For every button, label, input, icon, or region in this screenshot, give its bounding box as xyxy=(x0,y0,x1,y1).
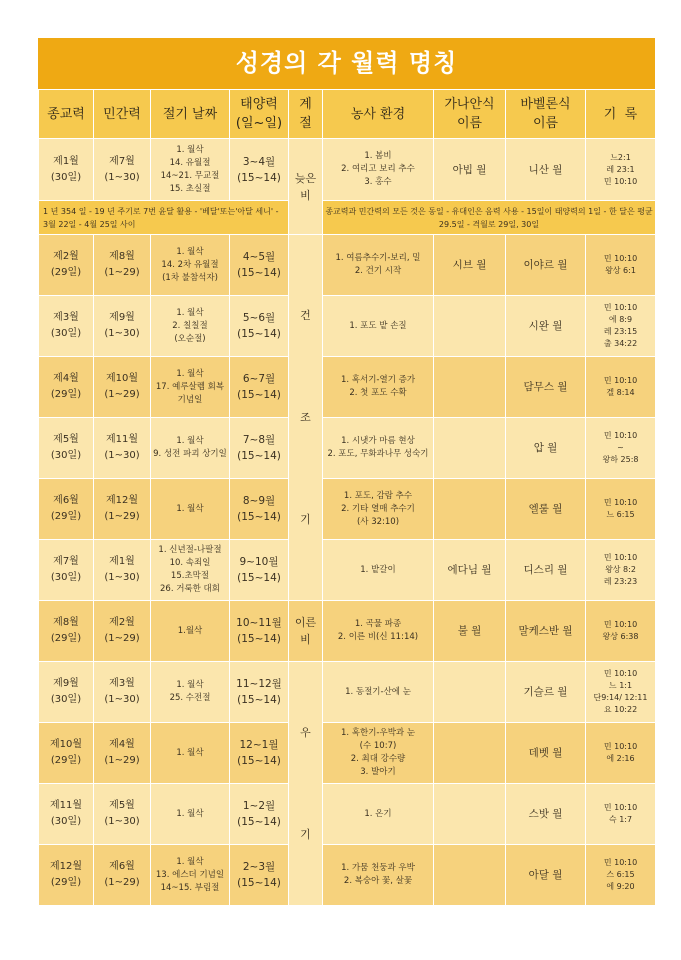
religious-month-cell: 제3월 (30일) xyxy=(39,296,94,357)
month-row xyxy=(39,235,656,296)
month-row xyxy=(39,784,656,845)
record-cell: 느2:1 레 23:1 민 10:10 xyxy=(586,139,656,201)
calendar-table xyxy=(38,89,656,906)
civil-month-cell: 제2월 (1~29) xyxy=(94,601,151,662)
solar-month-cell: 12~1월 (15~14) xyxy=(230,723,289,784)
solar-month-cell: 5~6월 (15~14) xyxy=(230,296,289,357)
farming-cell: 1. 온기 xyxy=(323,784,434,845)
solar-month-cell: 7~8월 (15~14) xyxy=(230,418,289,479)
feast-cell: 1. 월삭 2. 칠칠절 (오순절) xyxy=(151,296,230,357)
babylon-name-cell: 스밧 월 xyxy=(506,784,586,845)
header-record xyxy=(586,90,656,139)
babylon-name-cell: 압 월 xyxy=(506,418,586,479)
record-cell: 민 10:10 왕상 6:1 xyxy=(586,235,656,296)
feast-cell: 1. 월삭 9. 성전 파괴 상기일 xyxy=(151,418,230,479)
season-early-rain: 이른 비 xyxy=(289,601,323,662)
farming-cell: 1. 포도, 감람 추수 2. 기타 열매 추수기 (사 32:10) xyxy=(323,479,434,540)
farming-cell: 1. 여름추수기-보리, 밀 2. 건기 시작 xyxy=(323,235,434,296)
religious-month-cell: 제2월 (29일) xyxy=(39,235,94,296)
canaan-name-cell xyxy=(434,662,506,723)
babylon-name-cell: 디스리 월 xyxy=(506,540,586,601)
header-solar-label: 태양력 xyxy=(240,97,278,112)
header-farming: 농사 환경 xyxy=(323,90,434,139)
farming-cell: 1. 동절기-산에 눈 xyxy=(323,662,434,723)
record-cell: 민 10:10 스 6:15 에 9:20 xyxy=(586,845,656,906)
civil-month-cell: 제5월 (1~30) xyxy=(94,784,151,845)
record-cell: 민 10:10 왕상 6:38 xyxy=(586,601,656,662)
religious-month-cell: 제5월 (30일) xyxy=(39,418,94,479)
religious-month-cell: 제6월 (29일) xyxy=(39,479,94,540)
header-babylon-1: 바벨론식 xyxy=(520,97,571,112)
month-row xyxy=(39,662,656,723)
feast-cell: 1. 월삭 xyxy=(151,723,230,784)
babylon-name-cell: 말케스반 월 xyxy=(506,601,586,662)
religious-month-cell: 제4월 (29일) xyxy=(39,357,94,418)
month-row xyxy=(39,723,656,784)
header-season-1: 계 xyxy=(299,97,312,112)
babylon-name-cell: 엘룰 월 xyxy=(506,479,586,540)
religious-month-cell: 제12월 (29일) xyxy=(39,845,94,906)
feast-cell: 1. 월삭 xyxy=(151,784,230,845)
canaan-name-cell: 에다님 월 xyxy=(434,540,506,601)
header-canaan-1: 가나안식 xyxy=(444,97,495,112)
religious-month-cell: 제1월 (30일) xyxy=(39,139,94,201)
month-row xyxy=(39,357,656,418)
canaan-name-cell xyxy=(434,357,506,418)
month-row xyxy=(39,540,656,601)
babylon-name-cell: 시완 월 xyxy=(506,296,586,357)
header-solar-sub: (일~일) xyxy=(235,116,283,131)
header-canaan-2: 이름 xyxy=(456,116,483,131)
record-cell: 민 10:10 에 8:9 레 23:15 출 34:22 xyxy=(586,296,656,357)
note-row xyxy=(39,201,656,235)
feast-cell: 1. 월삭 14. 유월절 14~21. 무교절 15. 초실절 xyxy=(151,139,230,201)
farming-cell: 1. 혹서기-열기 증가 2. 첫 포도 수확 xyxy=(323,357,434,418)
header-babylon-2: 이름 xyxy=(532,116,559,131)
solar-month-cell: 8~9월 (15~14) xyxy=(230,479,289,540)
farming-cell: 1. 포도 밭 손질 xyxy=(323,296,434,357)
season-rainy: 우 기 xyxy=(289,662,323,906)
calendar-sheet xyxy=(38,38,655,906)
canaan-name-cell xyxy=(434,784,506,845)
note-right: 종교력과 민간력의 모든 것은 동일 - 유대인은 음력 사용 - 15일이 태양력의 1일 - 한 달은 평균 29.5일 - 격월로 29일, 30일 xyxy=(323,201,656,235)
babylon-name-cell: 이야르 월 xyxy=(506,235,586,296)
page-title: 성경의 각 월력 명칭 xyxy=(38,38,655,89)
canaan-name-cell xyxy=(434,723,506,784)
record-cell: 민 10:10 슥 1:7 xyxy=(586,784,656,845)
feast-cell: 1. 월삭 xyxy=(151,479,230,540)
canaan-name-cell: 불 월 xyxy=(434,601,506,662)
header-civil: 민간력 xyxy=(94,90,151,139)
feast-cell: 1. 월삭 14. 2차 유월절 (1차 불참석자) xyxy=(151,235,230,296)
babylon-name-cell: 담무스 월 xyxy=(506,357,586,418)
canaan-name-cell xyxy=(434,845,506,906)
record-cell: 민 10:10 에 2:16 xyxy=(586,723,656,784)
civil-month-cell: 제9월 (1~30) xyxy=(94,296,151,357)
header-religious: 종교력 xyxy=(39,90,94,139)
religious-month-cell: 제7월 (30일) xyxy=(39,540,94,601)
month-row xyxy=(39,296,656,357)
month-row xyxy=(39,601,656,662)
farming-cell: 1. 혹한기-우박과 눈 (수 10:7) 2. 최대 강수량 3. 발아기 xyxy=(323,723,434,784)
farming-cell: 1. 밭갈이 xyxy=(323,540,434,601)
feast-cell: 1. 신년절-나팔절 10. 속죄일 15.초막절 26. 거룩한 대회 xyxy=(151,540,230,601)
header-row xyxy=(39,90,656,139)
header-canaan xyxy=(434,90,506,139)
farming-cell: 1. 봄비 2. 여리고 보리 추수 3. 홍수 xyxy=(323,139,434,201)
month-row xyxy=(39,479,656,540)
record-cell: 민 10:10 ~ 왕하 25:8 xyxy=(586,418,656,479)
solar-month-cell: 2~3월 (15~14) xyxy=(230,845,289,906)
solar-month-cell: 11~12월 (15~14) xyxy=(230,662,289,723)
feast-cell: 1. 월삭 17. 예루살렘 회복 기념일 xyxy=(151,357,230,418)
header-babylon xyxy=(506,90,586,139)
canaan-name-cell xyxy=(434,418,506,479)
month-row xyxy=(39,418,656,479)
note-left: 1 년 354 일 - 19 년 주기로 7번 윤달 활용 - '베달'또는'아달 세니' - 3월 22일 - 4월 25일 사이 xyxy=(39,201,289,235)
babylon-name-cell: 기슬르 월 xyxy=(506,662,586,723)
header-solar xyxy=(230,90,289,139)
babylon-name-cell: 아달 월 xyxy=(506,845,586,906)
farming-cell: 1. 시냇가 마름 현상 2. 포도, 무화과나무 성숙기 xyxy=(323,418,434,479)
feast-cell: 1. 월삭 25. 수전절 xyxy=(151,662,230,723)
solar-month-cell: 3~4월 (15~14) xyxy=(230,139,289,201)
religious-month-cell: 제11월 (30일) xyxy=(39,784,94,845)
civil-month-cell: 제7월 (1~30) xyxy=(94,139,151,201)
civil-month-cell: 제10월 (1~29) xyxy=(94,357,151,418)
civil-month-cell: 제4월 (1~29) xyxy=(94,723,151,784)
babylon-name-cell: 니산 월 xyxy=(506,139,586,201)
solar-month-cell: 9~10월 (15~14) xyxy=(230,540,289,601)
header-season xyxy=(289,90,323,139)
civil-month-cell: 제8월 (1~29) xyxy=(94,235,151,296)
solar-month-cell: 10~11월 (15~14) xyxy=(230,601,289,662)
farming-cell: 1. 가뭄 천둥과 우박 2. 복숭아 꽃, 살꽃 xyxy=(323,845,434,906)
solar-month-cell: 6~7월 (15~14) xyxy=(230,357,289,418)
header-record-1: 기 xyxy=(603,106,617,122)
header-record-2: 록 xyxy=(624,106,638,122)
religious-month-cell: 제8월 (29일) xyxy=(39,601,94,662)
season-dry: 건 조 기 xyxy=(289,235,323,601)
feast-cell: 1. 월삭 13. 에스더 기념일 14~15. 부림절 xyxy=(151,845,230,906)
babylon-name-cell: 데벳 월 xyxy=(506,723,586,784)
civil-month-cell: 제1월 (1~30) xyxy=(94,540,151,601)
season-late-rain: 늦은 비 xyxy=(289,139,323,235)
month-row xyxy=(39,845,656,906)
farming-cell: 1. 곡물 파종 2. 이른 비(신 11:14) xyxy=(323,601,434,662)
civil-month-cell: 제6월 (1~29) xyxy=(94,845,151,906)
month-row xyxy=(39,139,656,201)
religious-month-cell: 제9월 (30일) xyxy=(39,662,94,723)
canaan-name-cell: 아빕 월 xyxy=(434,139,506,201)
header-feast: 절기 날짜 xyxy=(151,90,230,139)
civil-month-cell: 제12월 (1~29) xyxy=(94,479,151,540)
religious-month-cell: 제10월 (29일) xyxy=(39,723,94,784)
record-cell: 민 10:10 겔 8:14 xyxy=(586,357,656,418)
solar-month-cell: 1~2월 (15~14) xyxy=(230,784,289,845)
solar-month-cell: 4~5월 (15~14) xyxy=(230,235,289,296)
canaan-name-cell xyxy=(434,296,506,357)
header-season-2: 절 xyxy=(299,116,312,131)
record-cell: 민 10:10 느 6:15 xyxy=(586,479,656,540)
civil-month-cell: 제11월 (1~30) xyxy=(94,418,151,479)
civil-month-cell: 제3월 (1~30) xyxy=(94,662,151,723)
feast-cell: 1.월삭 xyxy=(151,601,230,662)
record-cell: 민 10:10 느 1:1 단9:14/ 12:11 요 10:22 xyxy=(586,662,656,723)
canaan-name-cell xyxy=(434,479,506,540)
canaan-name-cell: 시브 월 xyxy=(434,235,506,296)
record-cell: 민 10:10 왕상 8:2 레 23:23 xyxy=(586,540,656,601)
